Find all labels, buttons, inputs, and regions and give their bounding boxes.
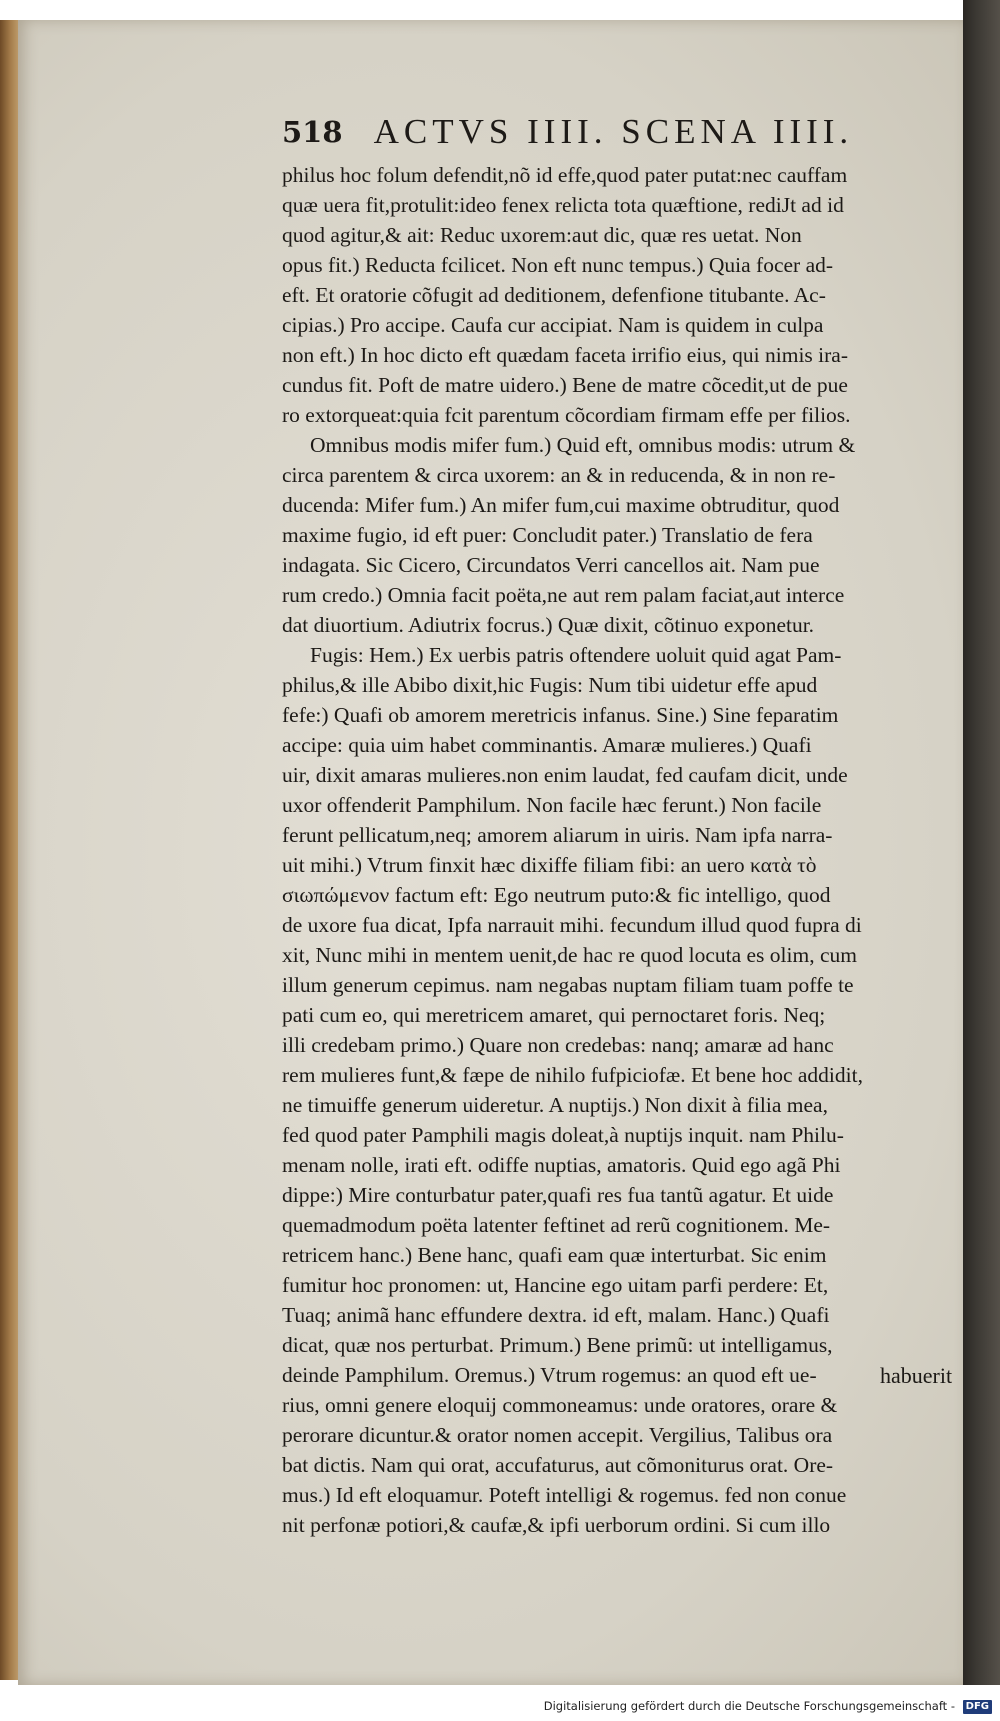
text-line: bat dictis. Nam qui orat, accufaturus, aut cõmoniturus orat. Ore-	[282, 1453, 834, 1477]
footer-credit-text: Digitalisierung gefördert durch die Deutsche Forschungsgemeinschaft -	[543, 1699, 955, 1713]
text-line: dicat, quæ nos perturbat. Primum.) Bene primũ: ut intelligamus,	[282, 1333, 833, 1357]
text-line: fumitur hoc pronomen: ut, Hancine ego uitam parfi perdere: Et,	[282, 1273, 829, 1297]
text-line: opus fit.) Reducta fcilicet. Non eft nunc tempus.) Quia focer ad-	[282, 253, 834, 277]
text-line: ferunt pellicatum,neq; amorem aliarum in uiris. Nam ipfa narra-	[282, 823, 833, 847]
text-line: uir, dixit amaras mulieres.non enim laudat, fed caufam dicit, unde	[282, 763, 848, 787]
catchword: habuerit	[880, 1363, 953, 1388]
text-line: rius, omni genere eloquij commoneamus: unde oratores, orare &	[282, 1393, 838, 1417]
text-line: fefe:) Quafi ob amorem meretricis infanus. Sine.) Sine feparatim	[282, 703, 839, 727]
text-line: dippe:) Mire conturbatur pater,quafi res fua tantũ agatur. Et uide	[282, 1183, 834, 1207]
text-line: menam nolle, irati eft. odiffe nuptias, amatoris. Quid ego agã Phi	[282, 1153, 841, 1177]
text-line: ducenda: Mifer fum.) An mifer fum,cui maxime obtruditur, quod	[282, 493, 840, 517]
text-line: indagata. Sic Cicero, Circundatos Verri cancellos ait. Nam pue	[282, 553, 820, 577]
text-line: quod agitur,& ait: Reduc uxorem:aut dic, quæ res uetat. Non	[282, 223, 802, 247]
text-line: Omnibus modis mifer fum.) Quid eft, omnibus modis: utrum &	[310, 433, 856, 457]
text-line: deinde Pamphilum. Oremus.) Vtrum rogemus: an quod eft ue-	[282, 1363, 817, 1387]
text-line: circa parentem & circa uxorem: an & in reducenda, & in non re-	[282, 463, 836, 487]
text-line: illum generum cepimus. nam negabas nuptam filiam tuam poffe te	[282, 973, 854, 997]
text-line: ne timuiffe generum uideretur. A nuptijs.) Non dixit à filia mea,	[282, 1093, 828, 1117]
text-line: dat diuortium. Adiutrix focrus.) Quæ dixit, cõtinuo exponetur.	[282, 613, 815, 637]
text-line: Fugis: Hem.) Ex uerbis patris oftendere uoluit quid agat Pam-	[310, 643, 842, 667]
text-line: fed quod pater Pamphili magis doleat,à nuptijs inquit. nam Philu-	[282, 1123, 844, 1147]
text-line: uit mihi.) Vtrum finxit hæc dixiffe filiam fibi: an uero κατὰ τὸ	[282, 853, 817, 877]
text-line: mus.) Id eft eloquamur. Poteft intelligi & rogemus. fed non conue	[282, 1483, 847, 1507]
text-line: quemadmodum poëta latenter feftinet ad rerũ cognitionem. Me-	[282, 1213, 831, 1237]
text-line: xit, Nunc mihi in mentem uenit,de hac re quod locuta es olim, cum	[282, 943, 857, 967]
text-line: rem mulieres funt,& fæpe de nihilo fufpiciofæ. Et bene hoc addidit,	[282, 1063, 863, 1087]
text-line: non eft.) In hoc dicto eft quædam faceta irrifio eius, qui nimis ira-	[282, 343, 848, 367]
text-line: ro extorqueat:quia fcit parentum cõcordiam firmam effe per filios.	[282, 403, 851, 427]
text-line: retricem hanc.) Bene hanc, quafi eam quæ interturbat. Sic enim	[282, 1243, 827, 1267]
text-line: uxor offenderit Pamphilum. Non facile hæc ferunt.) Non facile	[282, 793, 822, 817]
text-line: maxime fugio, id eft puer: Concludit pater.) Translatio de fera	[282, 523, 813, 547]
text-line: de uxore fua dicat, Ipfa narrauit mihi. fecundum illud quod fupra di	[282, 913, 862, 937]
text-line: cundus fit. Poft de matre uidero.) Bene de matre cõcedit,ut de pue	[282, 373, 848, 397]
running-title: ACTVS IIII. SCENA IIII.	[373, 112, 854, 151]
text-line: accipe: quia uim habet comminantis. Amaræ mulieres.) Quafi	[282, 733, 812, 757]
text-line: Tuaq; animã hanc effundere dextra. id eft, malam. Hanc.) Quafi	[282, 1303, 830, 1327]
text-line: perorare dicuntur.& orator nomen accepit. Vergilius, Talibus ora	[282, 1423, 833, 1447]
commentary-text-block	[282, 160, 962, 1540]
page-number: 518	[282, 115, 343, 149]
text-line: philus,& ille Abibo dixit,hic Fugis: Num tibi uidetur effe apud	[282, 673, 818, 697]
page-header	[282, 112, 962, 158]
text-line: illi credebam primo.) Quare non credebas: nanq; amaræ ad hanc	[282, 1033, 834, 1057]
text-line: eft. Et oratorie cõfugit ad deditionem, defenfione titubante. Ac-	[282, 283, 826, 307]
text-line: nit perfonæ potiori,& caufæ,& ipfi uerborum ordini. Si cum illo	[282, 1513, 831, 1537]
text-line: philus hoc folum defendit,nõ id effe,quod pater putat:nec cauffam	[282, 163, 848, 187]
text-line: σιωπώμενον factum eft: Ego neutrum puto:& fic intelligo, quod	[282, 883, 831, 907]
page-gutter-shadow	[963, 0, 1000, 1690]
text-line: quæ uera fit,protulit:ideo fenex relicta tota quæftione, rediJt ad id	[282, 193, 844, 217]
text-line: rum credo.) Omnia facit poëta,ne aut rem palam faciat,aut interce	[282, 583, 845, 607]
digitization-footer	[0, 1699, 992, 1714]
text-line: pati cum eo, qui meretricem amaret, qui pernoctaret foris. Neq;	[282, 1003, 826, 1027]
text-line: cipias.) Pro accipe. Caufa cur accipiat. Nam is quidem in culpa	[282, 313, 824, 337]
dfg-logo: DFG	[963, 1700, 992, 1714]
